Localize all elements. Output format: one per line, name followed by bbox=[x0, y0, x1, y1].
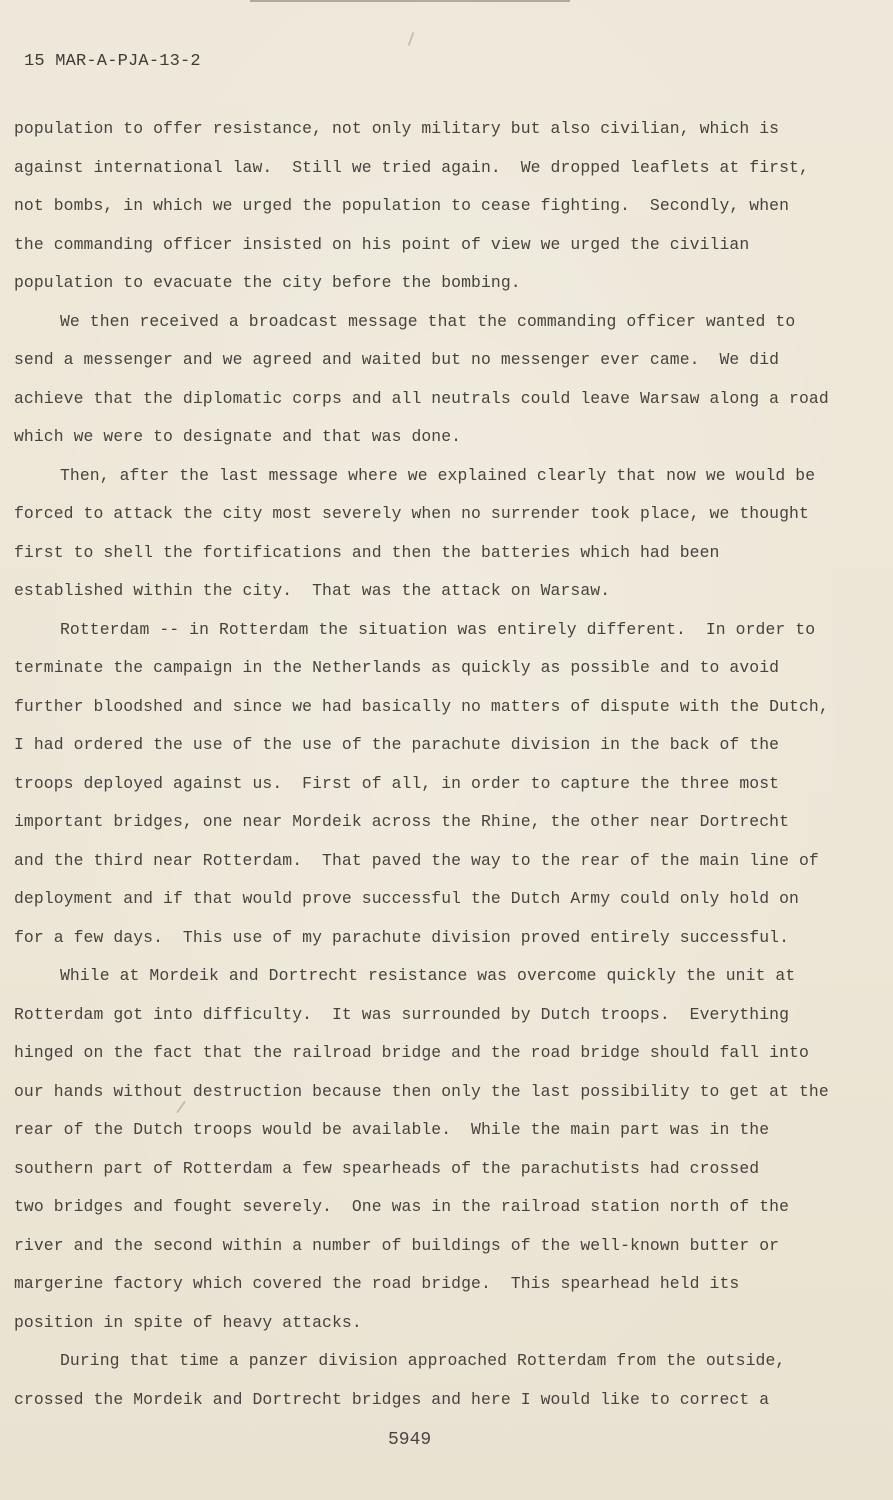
text-line: Then, after the last message where we explained clearly that now we would be bbox=[60, 465, 816, 485]
paragraph bbox=[14, 957, 829, 1342]
document-body bbox=[14, 110, 829, 1419]
text-line: which we were to designate and that was done. bbox=[14, 427, 462, 446]
paragraph bbox=[14, 303, 829, 457]
top-edge-mark bbox=[250, 0, 570, 6]
paragraph bbox=[14, 1342, 814, 1419]
page-number: 5949 bbox=[388, 1430, 432, 1450]
text-line: river and the second within a number of buildings of the well-known butter or bbox=[14, 1235, 780, 1255]
text-line: During that time a panzer division approached Rotterdam from the outside, bbox=[60, 1351, 786, 1370]
text-line: the commanding officer insisted on his point of view we urged the civilian bbox=[14, 234, 750, 254]
text-line: Rotterdam -- in Rotterdam the situation was entirely different. In order to bbox=[60, 619, 816, 639]
text-line: While at Mordeik and Dortrecht resistance was overcome quickly the unit at bbox=[60, 966, 796, 985]
text-line: margerine factory which covered the road bridge. This spearhead held its bbox=[14, 1274, 740, 1293]
text-line: troops deployed against us. First of all, in order to capture the three most bbox=[14, 773, 780, 793]
text-line: crossed the Mordeik and Dortrecht bridges and here I would like to correct a bbox=[14, 1389, 770, 1409]
text-line: and the third near Rotterdam. That paved the way to the rear of the main line of bbox=[14, 850, 819, 870]
text-line: forced to attack the city most severely when no surrender took place, we thought bbox=[14, 504, 809, 523]
text-line: established within the city. That was the attack on Warsaw. bbox=[14, 581, 611, 600]
text-line: rear of the Dutch troops would be available. While the main part was in the bbox=[14, 1120, 770, 1139]
text-line: important bridges, one near Mordeik across the Rhine, the other near Dortrecht bbox=[14, 812, 790, 831]
text-line: first to shell the fortifications and then the batteries which had been bbox=[14, 542, 720, 562]
text-line: send a messenger and we agreed and waited but no messenger ever came. We did bbox=[14, 350, 780, 369]
text-line: southern part of Rotterdam a few spearheads of the parachutists had crossed bbox=[14, 1158, 760, 1178]
text-line: population to evacuate the city before the bombing. bbox=[14, 273, 521, 292]
paragraph bbox=[14, 110, 814, 303]
paragraph bbox=[14, 457, 814, 611]
text-line: position in spite of heavy attacks. bbox=[14, 1312, 362, 1332]
text-line: I had ordered the use of the use of the parachute division in the back of the bbox=[14, 735, 780, 754]
text-line: further bloodshed and since we had basically no matters of dispute with the Dutch, bbox=[14, 696, 829, 716]
text-line: two bridges and fought severely. One was in the railroad station north of the bbox=[14, 1197, 790, 1216]
text-line: We then received a broadcast message that the commanding officer wanted to bbox=[60, 311, 796, 331]
pencil-mark bbox=[408, 32, 415, 46]
text-line: for a few days. This use of my parachute division proved entirely successful. bbox=[14, 927, 790, 947]
text-line: hinged on the fact that the railroad bridge and the road bridge should fall into bbox=[14, 1043, 809, 1062]
text-line: terminate the campaign in the Netherlands as quickly as possible and to avoid bbox=[14, 658, 780, 677]
text-line: Rotterdam got into difficulty. It was surrounded by Dutch troops. Everything bbox=[14, 1004, 790, 1024]
paragraph bbox=[14, 611, 829, 958]
text-line: achieve that the diplomatic corps and all neutrals could leave Warsaw along a road bbox=[14, 388, 829, 408]
text-line: deployment and if that would prove successful the Dutch Army could only hold on bbox=[14, 889, 799, 908]
document-reference: 15 MAR-A-PJA-13-2 bbox=[24, 52, 201, 71]
text-line: our hands without destruction because then only the last possibility to get at the bbox=[14, 1081, 829, 1101]
text-line: against international law. Still we tried again. We dropped leaflets at first, bbox=[14, 157, 809, 177]
text-line: not bombs, in which we urged the population to cease fighting. Secondly, when bbox=[14, 196, 790, 215]
text-line: population to offer resistance, not only military but also civilian, which is bbox=[14, 119, 780, 138]
